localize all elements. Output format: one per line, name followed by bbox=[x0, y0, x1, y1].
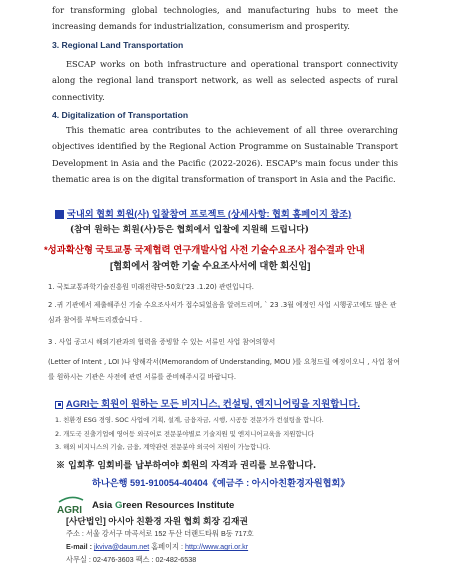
survey-result-subtitle: [협회에서 참여한 기술 수요조사서에 대한 회신임] bbox=[110, 260, 311, 271]
section-3-text: ESCAP works on both infrastructure and operational transport connectivity along the regional land transport network, as well as selected aspects of rural connectivity. bbox=[52, 59, 398, 102]
section-3-heading: 3. Regional Land Transportation bbox=[52, 40, 184, 50]
agri-logo-icon bbox=[56, 494, 86, 516]
agri-support-list bbox=[55, 414, 400, 455]
svg-text:AGRI: AGRI bbox=[57, 505, 82, 516]
project-notice-title-text: 국내외 협회 회원(사) 입찰참여 프로젝트 (상세사항: 협회 홈페이지 참조) bbox=[67, 209, 352, 219]
agri-support-item: 2. 개도국 진출기업에 영어등 외국어로 전문분야별로 기술지원 및 엔지니어교육을 지원합니다 bbox=[55, 429, 314, 438]
org-address: 주소 : 서울 강서구 마곡서로 152 두산 더랜드타워 B동 717호 bbox=[66, 529, 254, 538]
org-contact-line: E-mail : jkviva@daum.net 홈페이지 : http://www.agri.or.kr bbox=[66, 542, 249, 551]
membership-note: ※ 입회후 임회비를 납부하여야 회원의 자격과 권리를 보유합니다. bbox=[56, 461, 317, 471]
org-korean-name: [사단법인] 아시아 친환경 자원 협회 회장 김재권 bbox=[66, 516, 248, 526]
agri-support-item: 3. 해외 비지니스의 기술, 금융, 계약관련 전문분야 외국어 지원이 가능합니다. bbox=[55, 443, 271, 451]
section-4-heading: 4. Digitalization of Transportation bbox=[52, 110, 189, 120]
notice-item-2: 2 .귀 기관에서 제출해주신 기술 수요조사서가 접수되었음을 알려드리며, ` 23 .3월 예정인 사업 시행공고에도 많은 관심과 참여를 부탁드리겠습니다 . bbox=[48, 301, 397, 324]
agri-support-title-text: AGRI는 회원이 원하는 모든 비지니스, 컨설팅, 엔지니어링을 지원합니다. bbox=[66, 398, 361, 409]
email-link[interactable]: jkviva@daum.net bbox=[93, 542, 150, 551]
org-english-name: Asia Green Resources Institute bbox=[92, 500, 235, 511]
agri-logo bbox=[56, 494, 84, 514]
agri-support-title bbox=[55, 396, 360, 410]
bank-account: 하나은행 591-910054-40404《예금주 : 아시아친환경자원협회》 bbox=[92, 478, 350, 488]
agri-support-item: 1. 친환경 ESG 경영. SOC 사업에 기획, 설계, 금융자금, 시행, 시공등 전문가가 컨설팅을 합니다. bbox=[55, 416, 324, 424]
square-bullet-icon bbox=[55, 210, 64, 219]
notice-item-3: 3 . 사업 공고시 해외기관과의 협력을 증빙할 수 있는 서류인 사업 참여의향서 bbox=[48, 338, 276, 346]
project-notice-title bbox=[55, 206, 351, 220]
section-4-text: This thematic area contributes to the achievement of all three overarching objectives identified by the Regional Action Programme on Sustainable Transport Development in Asia and the Pacific (2022-2026). ESCAP's main focus under this thematic area is on the digital transformation of transport in Asia and the Pacific. bbox=[52, 125, 398, 185]
homepage-link[interactable]: http://www.agri.or.kr bbox=[184, 542, 249, 551]
survey-result-title: *성과확산형 국토교통 국제협력 연구개발사업 사전 기술수요조사 접수결과 안내 bbox=[44, 244, 365, 255]
project-notice-subtitle: (참여 원하는 회원(사)등은 협회에서 입찰에 지원해 드립니다) bbox=[70, 225, 309, 235]
notice-item-1: 1. 국토교통과학기술진흥원 미래전략단-50호('23 .1.20) 관련입니다. bbox=[48, 283, 254, 291]
checkbox-bullet-icon bbox=[55, 401, 63, 409]
intro-paragraph: for transforming global technologies, and manufacturing hubs to meet the increasing demands for industrialization, consumerism and prosperity. bbox=[52, 5, 398, 32]
org-phone: 사무실 : 02-476-3603 팩스 : 02-482-6538 bbox=[66, 555, 197, 564]
notice-item-3-continued: (Letter of Intent , LOI )나 양해각서(Memorandom of Understanding, MOU )를 요청드릴 예정이오니 , 사업 참여를 원하시는 기관은 사전에 관련 서류를 준비해주시길 바랍니다. bbox=[48, 358, 400, 381]
